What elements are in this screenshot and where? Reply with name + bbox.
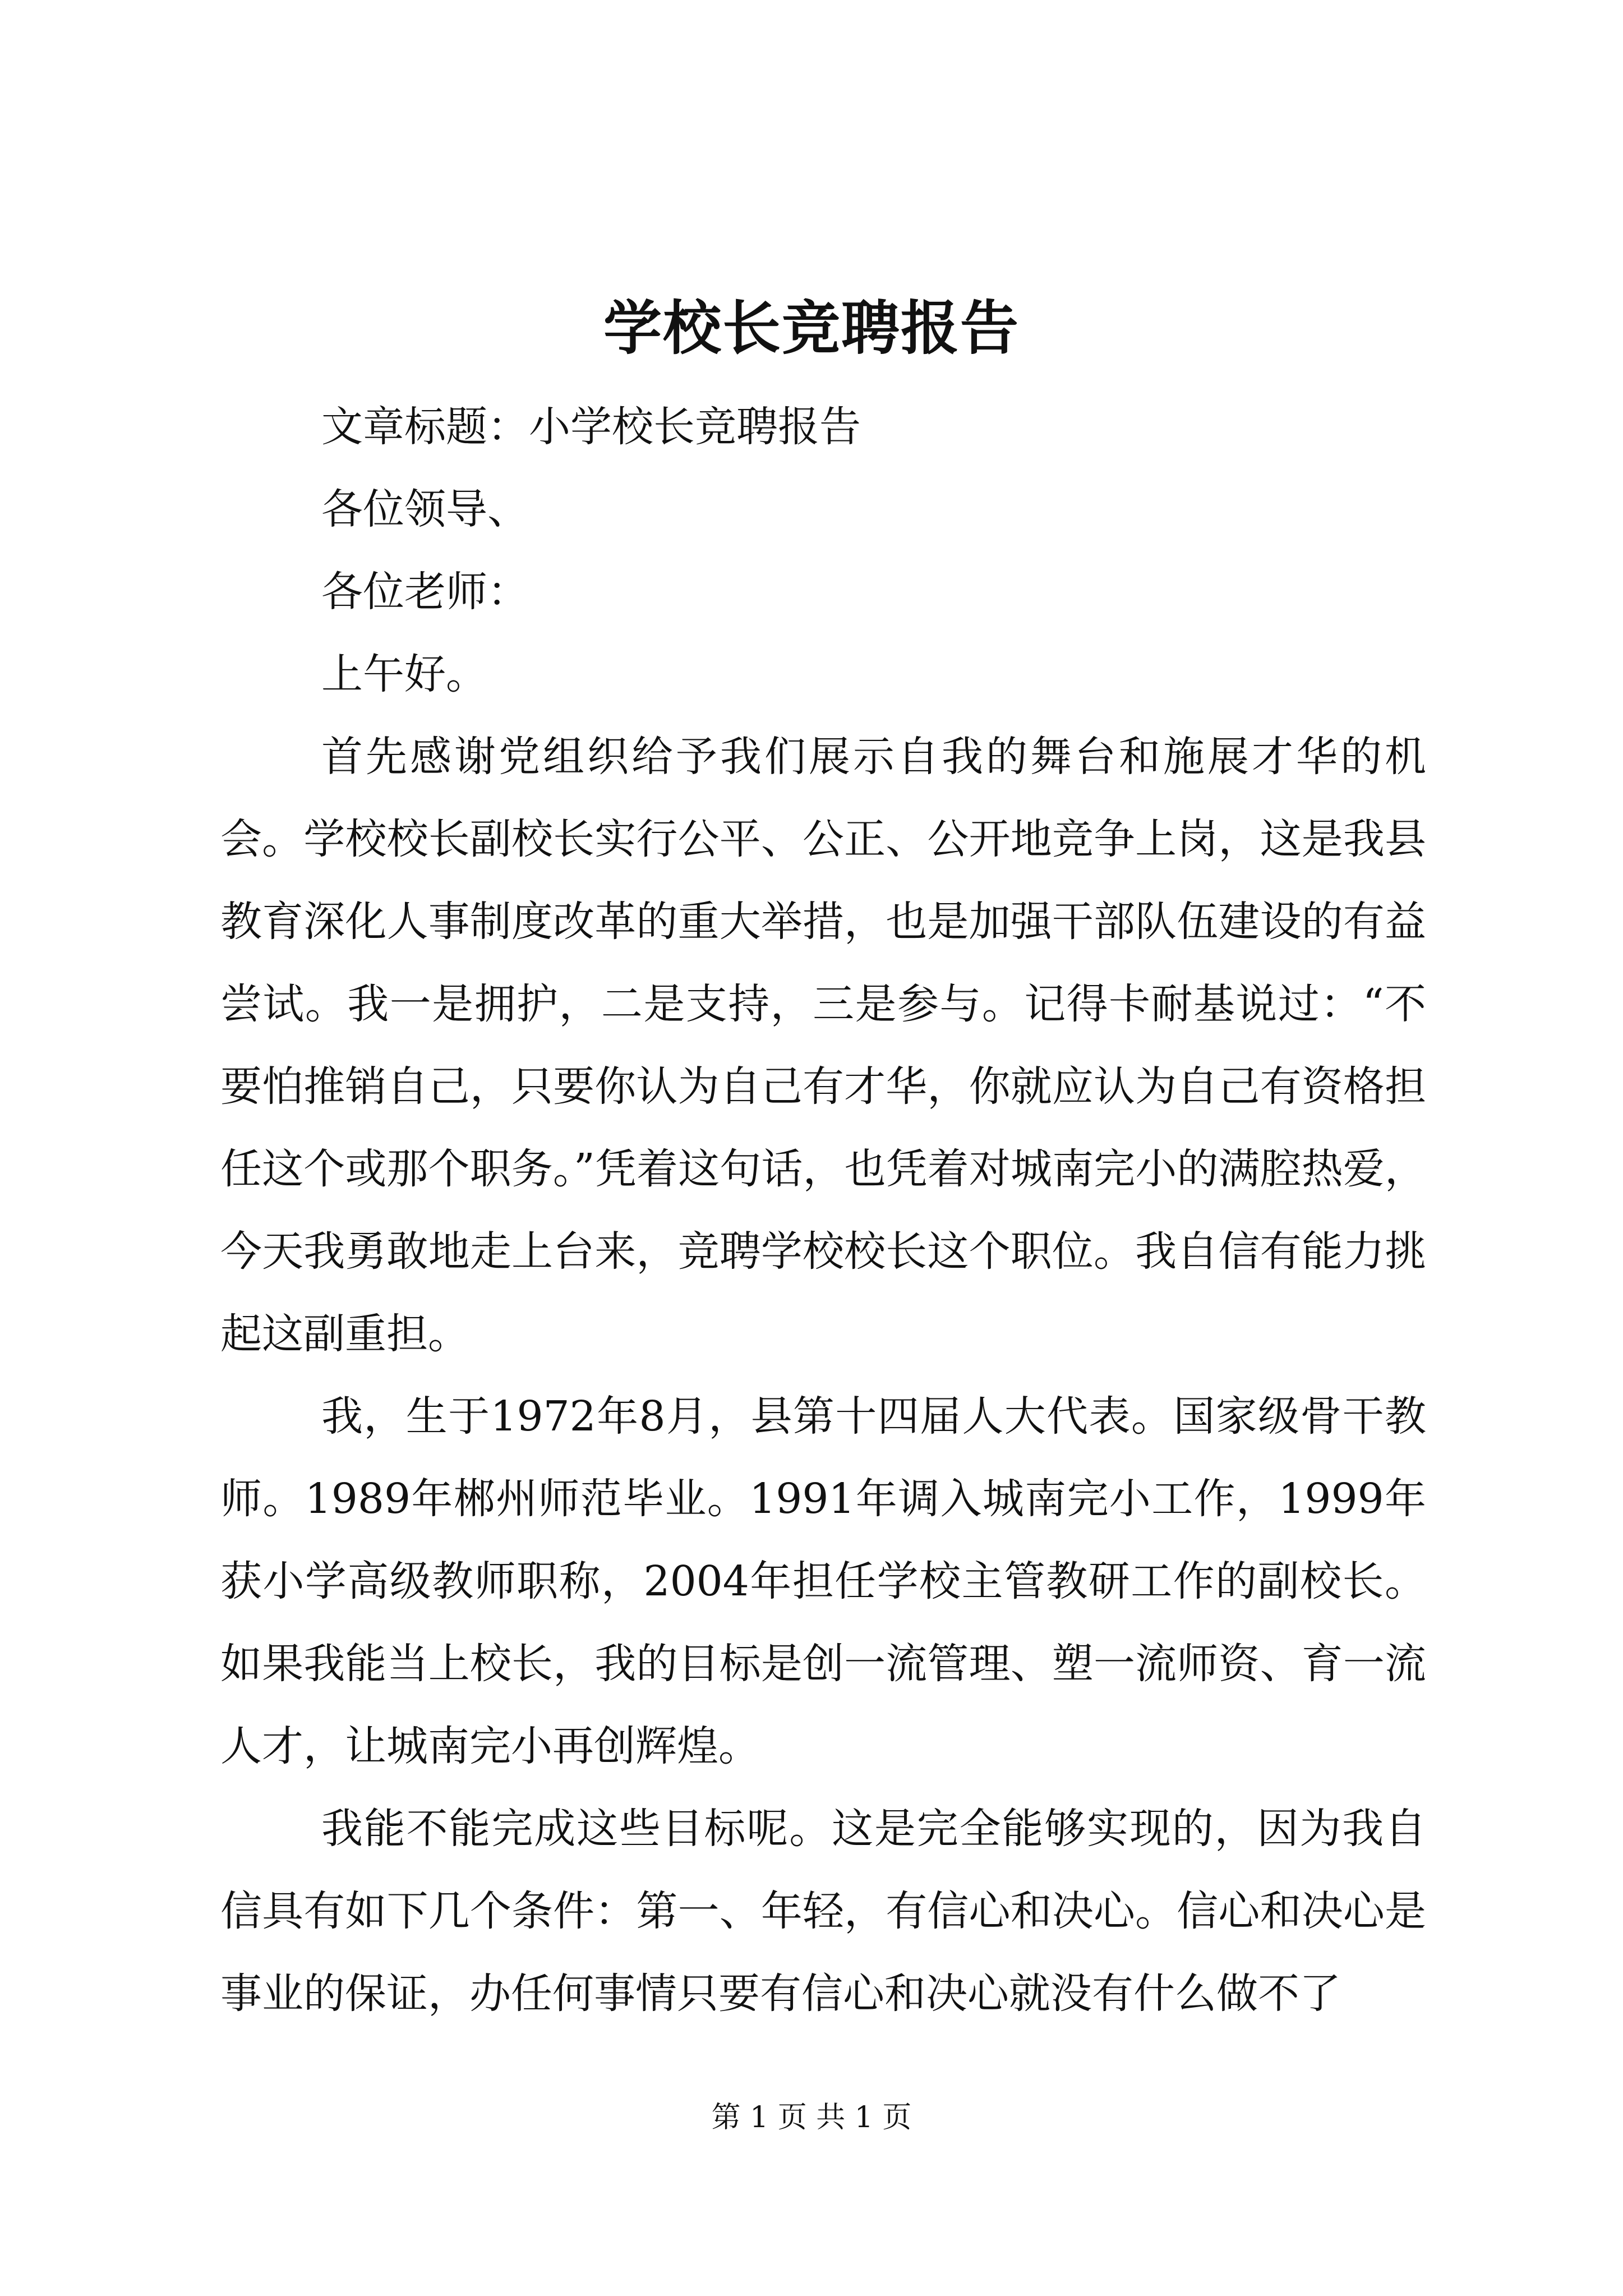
page-footer: 第 1 页 共 1 页 <box>711 2101 912 2134</box>
document-body <box>220 386 1426 2035</box>
paragraph-conditions: 我能不能完成这些目标呢。这是完全能够实现的，因为我自信具有如下几个条件：第一、年轻，有信心和决心。信心和决心是事业的保证，办任何事情只要有信心和决心就没有什么做不了 <box>220 1805 1426 2018</box>
paragraph-thanks: 首先感谢党组织给予我们展示自我的舞台和施展才华的机会。学校校长副校长实行公平、公正、公开地竞争上岗，这是我县教育深化人事制度改革的重大举措，也是加强干部队伍建设的有益尝试。我一是拥护，二是支持，三是参与。记得卡耐基说过：“不要怕推销自己，只要你认为自己有才华，你就应认为自己有资格担任这个或那个职务。”凭着这句话，也凭着对城南完小的满腔热爱，今天我勇敢地走上台来，竞聘学校校长这个职位。我自信有能力挑起这副重担。 <box>220 733 1426 1358</box>
paragraph-good-morning: 上午好。 <box>321 650 487 698</box>
paragraph-article-title: 文章标题：小学校长竞聘报告 <box>321 403 861 451</box>
paragraph-background: 我，生于1972年8月，县第十四届人大代表。国家级骨干教师。1989年郴州师范毕业。1991年调入城南完小工作，1999年获小学高级教师职称，2004年担任学校主管教研工作的副校长。如果我能当上校长，我的目标是创一流管理、塑一流师资、育一流人才，让城南完小再创辉煌。 <box>220 1392 1426 1770</box>
paragraph-greeting-teachers: 各位老师： <box>321 568 529 616</box>
paragraph-greeting-leaders: 各位领导、 <box>321 485 529 533</box>
document-title: 学校长竞聘报告 <box>603 293 1020 362</box>
